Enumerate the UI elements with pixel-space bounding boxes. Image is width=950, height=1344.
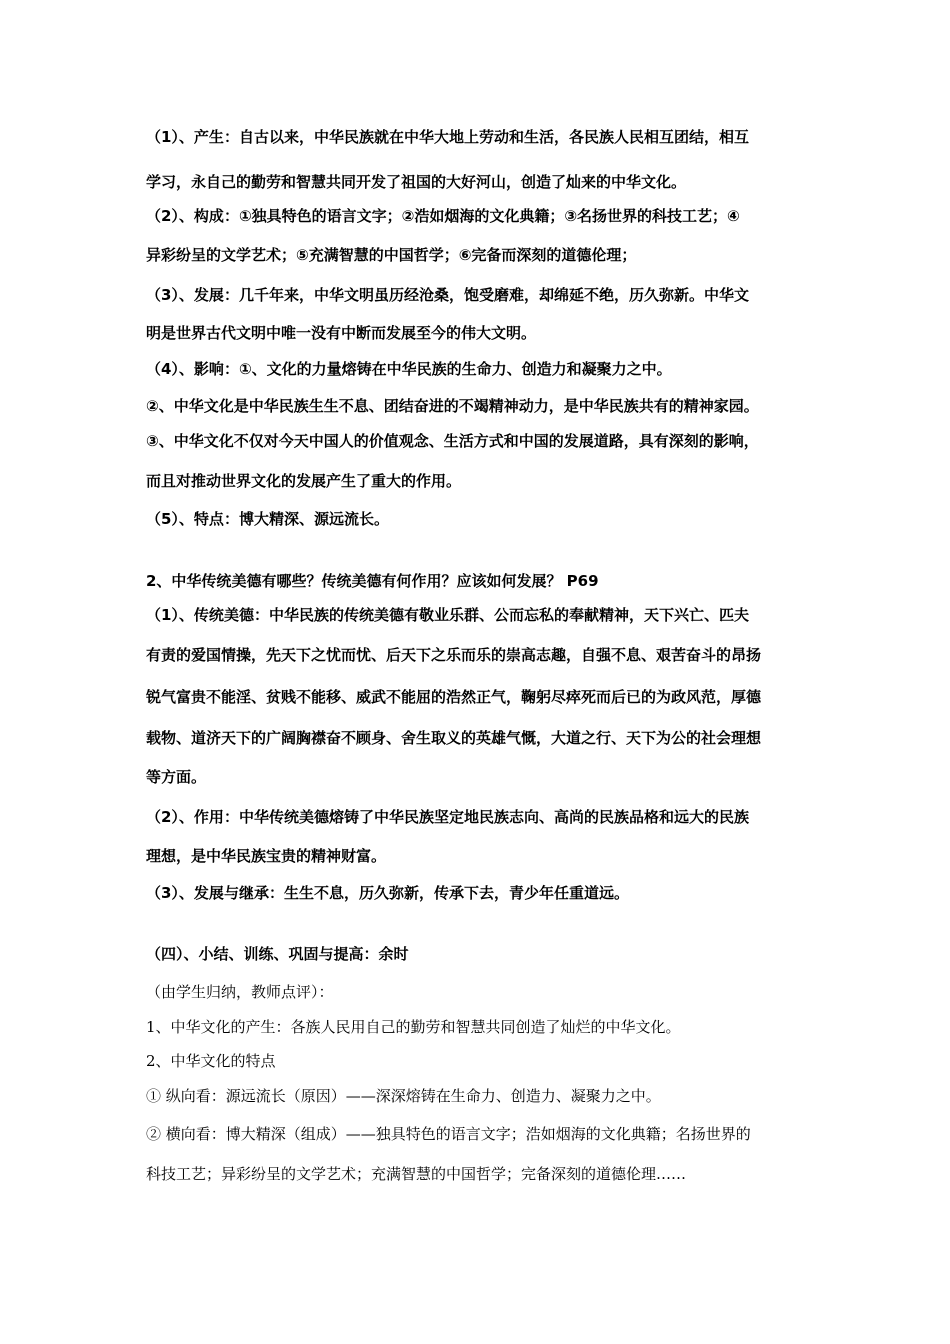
origin-line-1: （1）、产生：自古以来，中华民族就在中华大地上劳动和生活，各民族人民相互团结，相互 [146, 128, 749, 146]
composition-line-1: （2）、构成：①独具特色的语言文字；②浩如烟海的文化典籍；③名扬世界的科技工艺；④ [146, 207, 740, 225]
virtue-inherit-line: （3）、发展与继承：生生不息，历久弥新，传承下去，青少年任重道远。 [146, 884, 629, 902]
composition-line-2: 异彩纷呈的文学艺术；⑤充满智慧的中国哲学；⑥完备而深刻的道德伦理； [146, 246, 637, 264]
virtue-line-4: 载物、道济天下的广阔胸襟奋不顾身、舍生取义的英雄气慨，大道之行、天下为公的社会理想 [146, 729, 762, 747]
summary-horizontal-2: 科技工艺；异彩纷呈的文学艺术；充满智慧的中国哲学；完备深刻的道德伦理…… [146, 1165, 687, 1183]
summary-heading: （四）、小结、训练、巩固与提高：余时 [146, 945, 409, 963]
summary-item-1: 1、中华文化的产生：各族人民用自己的勤劳和智慧共同创造了灿烂的中华文化。 [146, 1018, 681, 1036]
summary-vertical: ① 纵向看：源远流长（原因）——深深熔铸在生命力、创造力、凝聚力之中。 [146, 1087, 661, 1105]
development-line-1: （3）、发展：几千年来，中华文明虽历经沧桑，饱受磨难，却绵延不绝，历久弥新。中华文 [146, 286, 749, 304]
influence-line-2: ②、中华文化是中华民族生生不息、团结奋进的不竭精神动力，是中华民族共有的精神家园。 [146, 397, 759, 415]
feature-line: （5）、特点：博大精深、源远流长。 [146, 510, 389, 528]
development-line-2: 明是世界古代文明中唯一没有中断而发展至今的伟大文明。 [146, 324, 537, 342]
virtue-function-line-2: 理想，是中华民族宝贵的精神财富。 [146, 847, 387, 865]
summary-horizontal-1: ② 横向看：博大精深（组成）——独具特色的语言文字；浩如烟海的文化典籍；名扬世界的 [146, 1125, 751, 1143]
influence-line-4: 而且对推动世界文化的发展产生了重大的作用。 [146, 472, 462, 490]
virtue-line-3: 锐气富贵不能淫、贫贱不能移、威武不能屈的浩然正气，鞠躬尽瘁死而后已的为政风范，厚德 [146, 688, 762, 706]
summary-item-2: 2、中华文化的特点 [146, 1052, 276, 1070]
influence-line-3: ③、中华文化不仅对今天中国人的价值观念、生活方式和中国的发展道路，具有深刻的影响， [146, 432, 759, 450]
virtue-question-heading: 2、中华传统美德有哪些？传统美德有何作用？应该如何发展？ P69 [146, 572, 599, 590]
origin-line-2: 学习，永自己的勤劳和智慧共同开发了祖国的大好河山，创造了灿来的中华文化。 [146, 173, 687, 191]
virtue-function-line-1: （2）、作用：中华传统美德熔铸了中华民族坚定地民族志向、高尚的民族品格和远大的民族 [146, 808, 749, 826]
influence-line-1: （4）、影响：①、文化的力量熔铸在中华民族的生命力、创造力和凝聚力之中。 [146, 360, 672, 378]
summary-note: （由学生归纳，教师点评）： [146, 983, 334, 1001]
virtue-line-5: 等方面。 [146, 768, 207, 786]
virtue-line-1: （1）、传统美德：中华民族的传统美德有敬业乐群、公而忘私的奉献精神，天下兴亡、匹夫 [146, 606, 749, 624]
virtue-line-2: 有责的爱国情操，先天下之忧而忧、后天下之乐而乐的崇高志趣，自强不息、艰苦奋斗的昂扬 [146, 646, 762, 664]
